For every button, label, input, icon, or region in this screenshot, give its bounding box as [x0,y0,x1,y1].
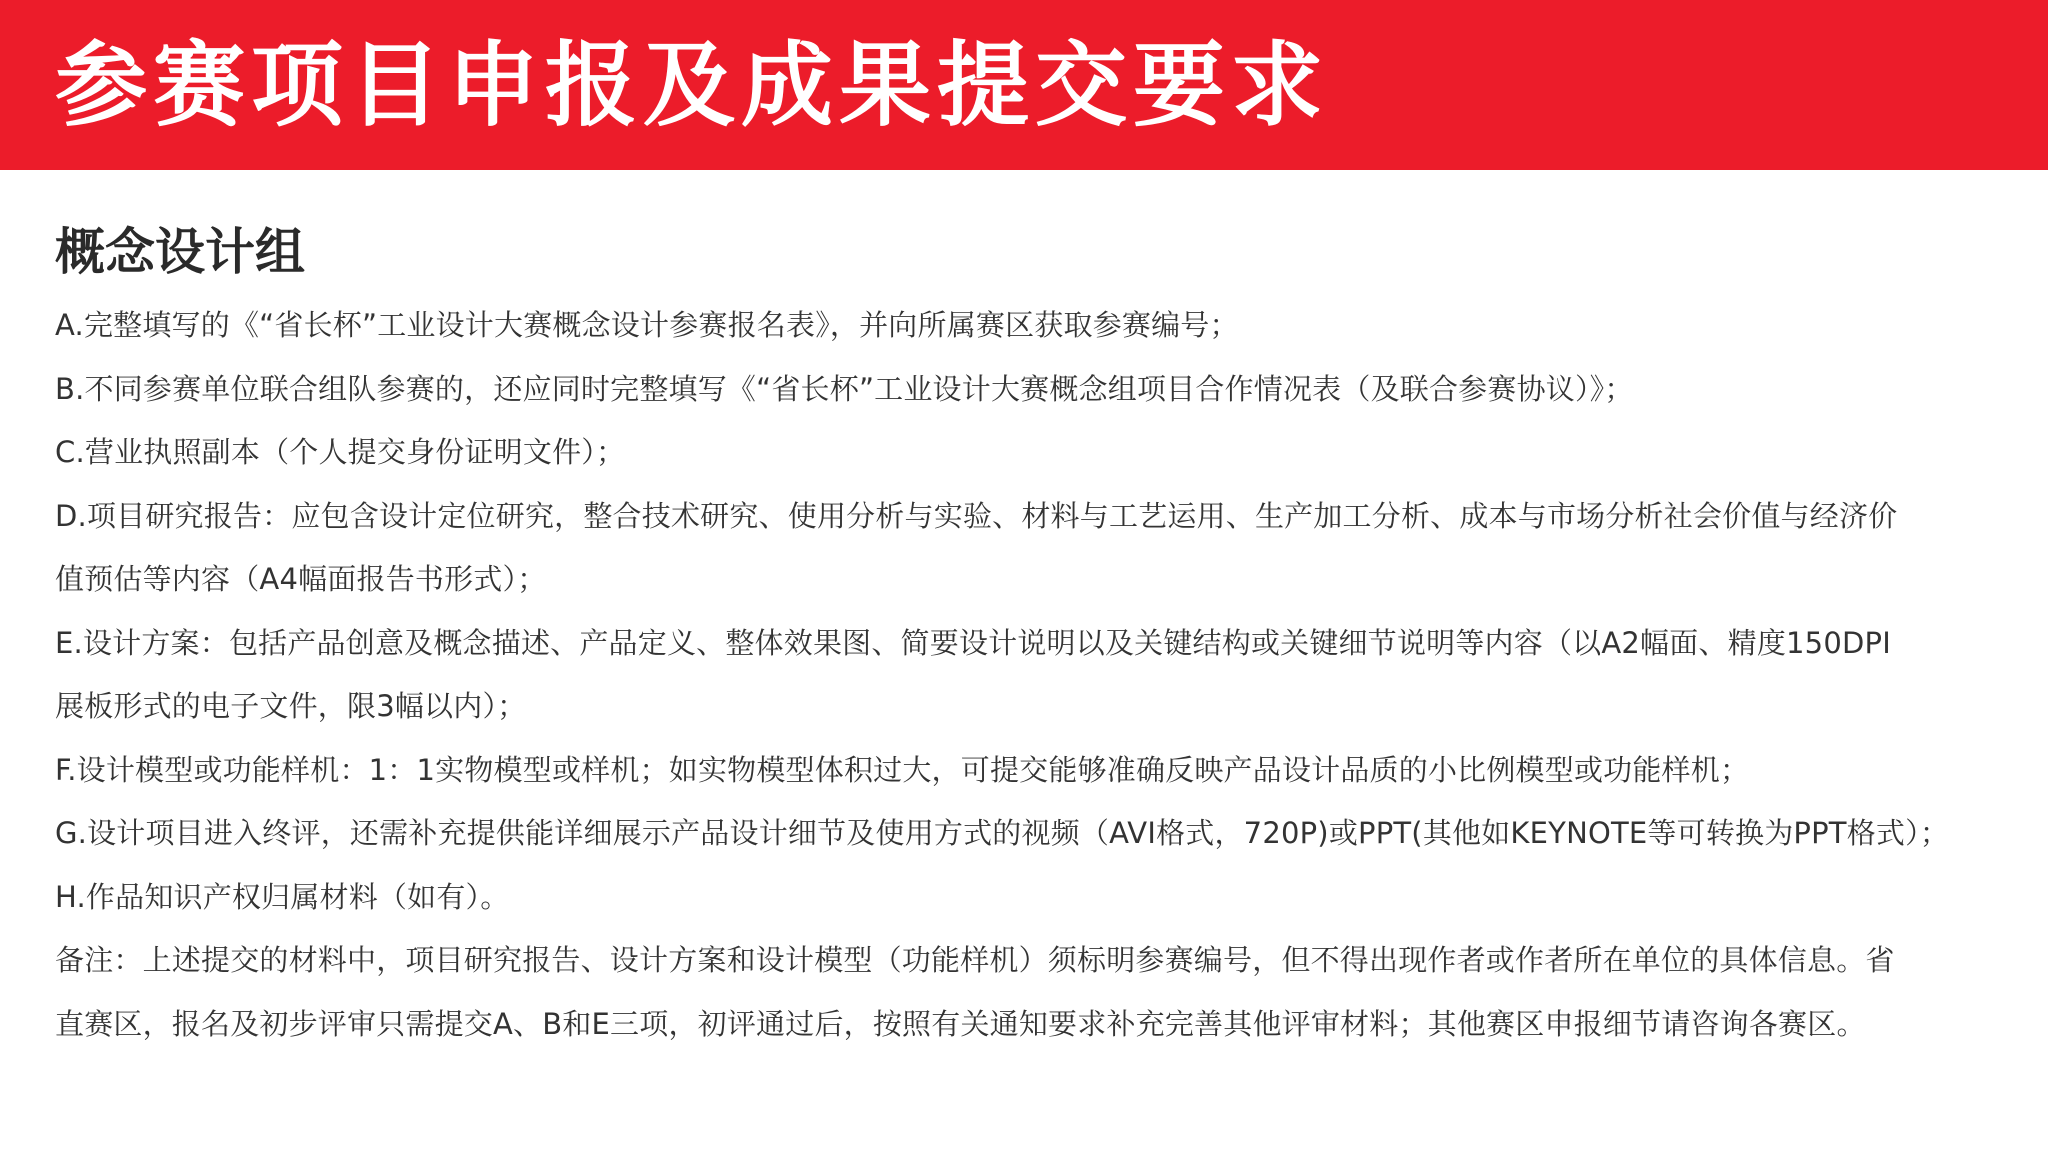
requirement-line: A.完整填写的《“省长杯”工业设计大赛概念设计参赛报名表》，并向所属赛区获取参赛编号； [55,308,1239,342]
section-title: 概念设计组 [55,223,305,281]
requirement-e [55,612,2005,739]
title-banner [0,0,2048,170]
requirement-line: F.设计模型或功能样机：1：1实物模型或样机；如实物模型体积过大，可提交能够准确反映产品设计品质的小比例模型或功能样机； [55,752,1750,787]
requirement-h [55,866,2005,930]
requirements-list [55,294,2005,1056]
remark-line: 直赛区，报名及初步评审只需提交A、B和E三项，初评通过后，按照有关通知要求补充完善其他评审材料；其他赛区申报细节请咨询各赛区。 [55,1006,1866,1041]
requirement-line: H.作品知识产权归属材料（如有）。 [55,879,510,914]
requirement-line: 展板形式的电子文件，限3幅以内）； [55,689,527,723]
requirement-line: E.设计方案：包括产品创意及概念描述、产品定义、整体效果图、简要设计说明以及关键结构或关键细节说明等内容（以A2幅面、精度150DPI [55,625,1891,660]
remark-note [55,929,2005,1056]
requirement-d [55,485,2005,612]
requirement-line: G.设计项目进入终评，还需补充提供能详细展示产品设计细节及使用方式的视频（AVI格式，720P)或PPT(其他如KEYNOTE等可转换为PPT格式）； [55,816,1950,850]
content-area [55,210,2005,1056]
requirement-g [55,802,2005,866]
requirement-line: D.项目研究报告：应包含设计定位研究，整合技术研究、使用分析与实验、材料与工艺运用、生产加工分析、成本与市场分析社会价值与经济价 [55,498,1898,533]
requirement-c [55,421,2005,485]
requirement-line: 值预估等内容（A4幅面报告书形式）； [55,562,547,596]
requirement-a [55,294,2005,358]
requirement-line: C.营业执照副本（个人提交身份证明文件）； [55,435,626,469]
requirement-f [55,739,2005,803]
requirement-line: B.不同参赛单位联合组队参赛的，还应同时完整填写《“省长杯”工业设计大赛概念组项目合作情况表（及联合参赛协议）》； [55,371,1634,406]
page-title: 参赛项目申报及成果提交要求 [55,32,1330,139]
requirement-b [55,358,2005,422]
remark-line: 备注：上述提交的材料中，项目研究报告、设计方案和设计模型（功能样机）须标明参赛编号，但不得出现作者或作者所在单位的具体信息。省 [55,943,1895,977]
